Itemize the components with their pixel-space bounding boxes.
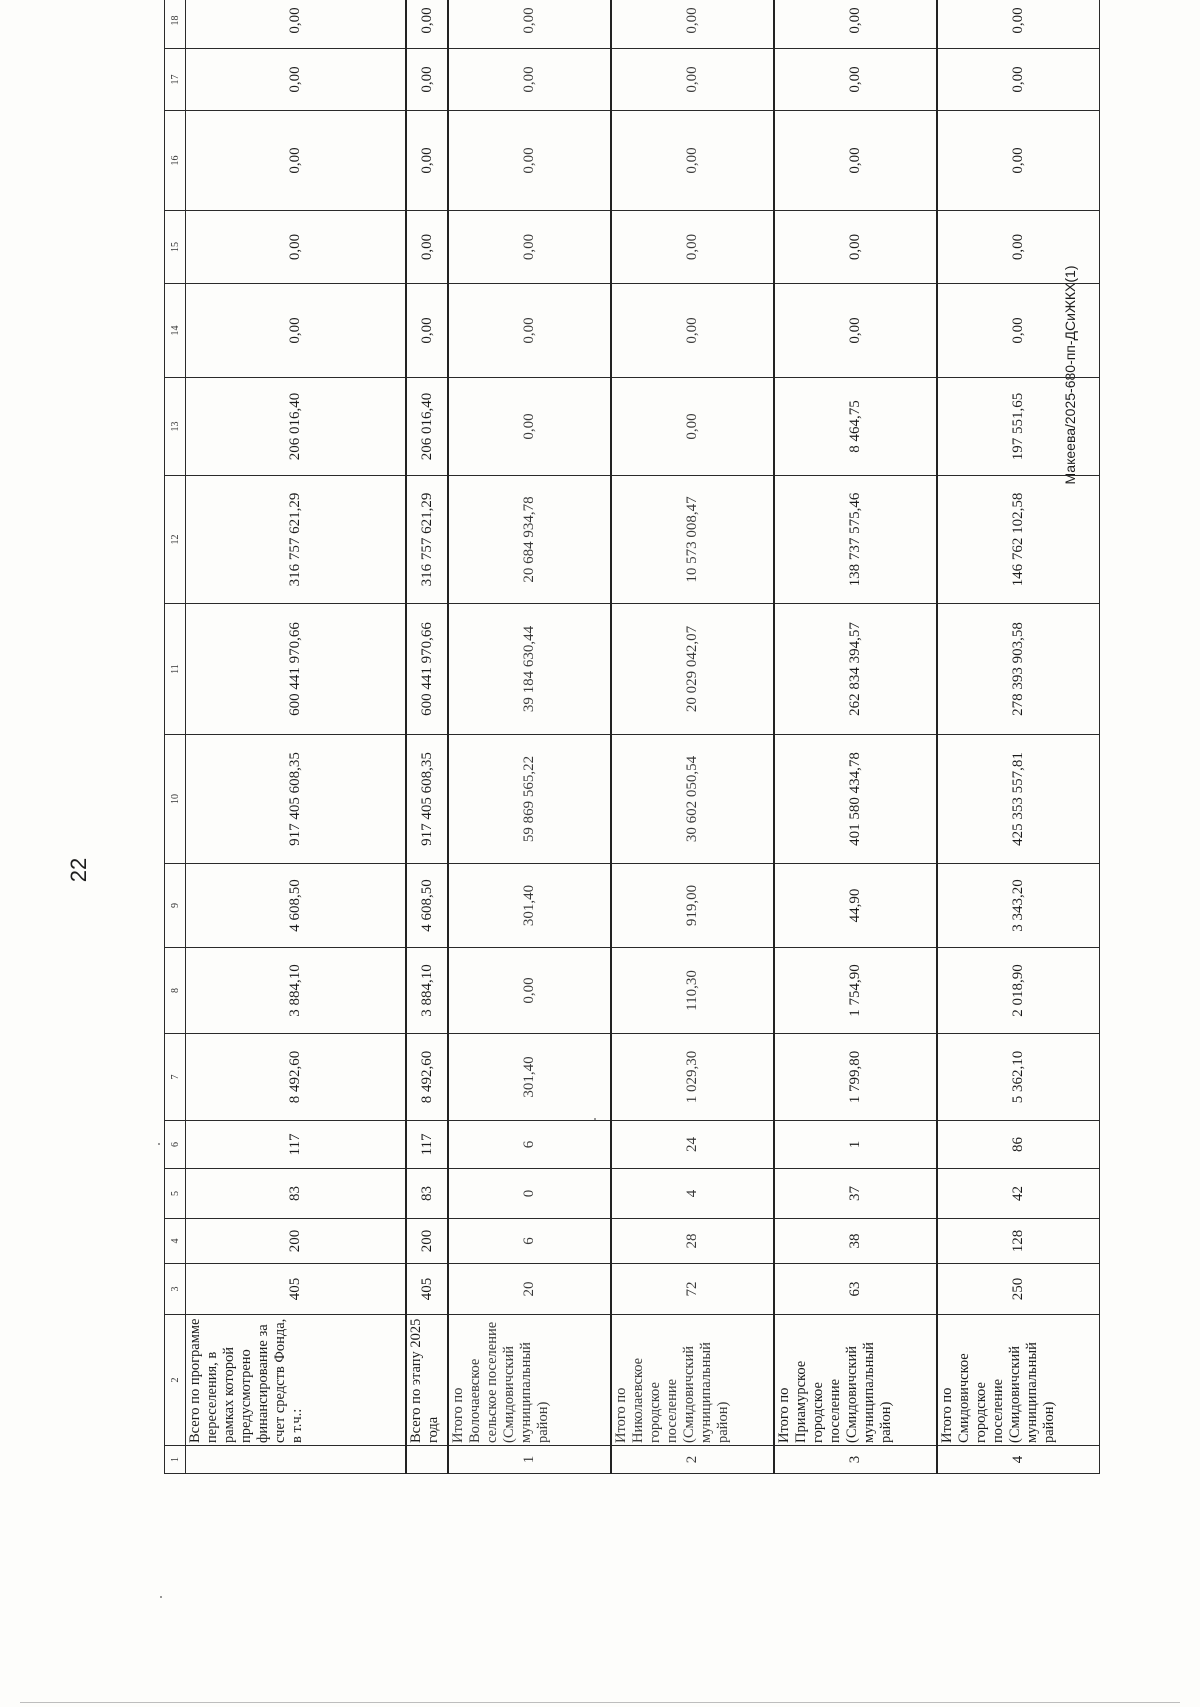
column-number: 13 — [165, 378, 186, 476]
row-name: Итого по Смидовичское городское поселение (Смидовичский муниципальный район) — [937, 1315, 1100, 1446]
table-cell: 0,00 — [611, 49, 774, 111]
table-cell: 0,00 — [774, 284, 937, 378]
table-cell: 405 — [186, 1264, 406, 1315]
table-cell: 600 441 970,66 — [186, 604, 406, 735]
column-number: 17 — [165, 49, 186, 111]
column-number: 2 — [165, 1315, 186, 1446]
table-cell: 0,00 — [186, 49, 406, 111]
table-cell: 316 757 621,29 — [406, 476, 449, 604]
table-cell: 0,00 — [448, 111, 611, 211]
table-cell: 0,00 — [406, 284, 449, 378]
table-cell: 0,00 — [448, 948, 611, 1034]
table-cell: 0,00 — [611, 111, 774, 211]
table-cell: 301,40 — [448, 864, 611, 948]
table-cell: 0,00 — [448, 378, 611, 476]
table-cell: 0,00 — [937, 111, 1100, 211]
column-number-row — [165, 0, 186, 1474]
column-number: 12 — [165, 476, 186, 604]
table-cell: 0,00 — [186, 284, 406, 378]
table-row-settlement — [937, 0, 1100, 1474]
table-cell: 0,00 — [448, 49, 611, 111]
table-cell: 4 — [611, 1169, 774, 1219]
column-number: 6 — [165, 1121, 186, 1169]
table-cell: 44,90 — [774, 864, 937, 948]
table-cell: 0,00 — [774, 49, 937, 111]
rotated-table-wrapper — [164, 2, 1100, 1474]
table-cell: 0,00 — [937, 211, 1100, 284]
column-number: 3 — [165, 1264, 186, 1315]
table-cell: 206 016,40 — [186, 378, 406, 476]
table-cell: 919,00 — [611, 864, 774, 948]
table-cell: 0,00 — [448, 0, 611, 49]
table-cell: 117 — [186, 1121, 406, 1169]
row-name: Итого по Волочаевское сельское поселение (Смидовичский муниципальный район) — [448, 1315, 611, 1446]
table-cell: 39 184 630,44 — [448, 604, 611, 735]
table-cell: 3 884,10 — [406, 948, 449, 1034]
table-cell: 0,00 — [406, 111, 449, 211]
table-cell: 20 — [448, 1264, 611, 1315]
column-number: 16 — [165, 111, 186, 211]
column-number: 18 — [165, 0, 186, 49]
table-cell: 917 405 608,35 — [406, 735, 449, 864]
table-cell: 2 018,90 — [937, 948, 1100, 1034]
table-cell: 0,00 — [406, 49, 449, 111]
table-cell: 316 757 621,29 — [186, 476, 406, 604]
row-index: 4 — [937, 1446, 1100, 1474]
table-cell: 30 602 050,54 — [611, 735, 774, 864]
scan-speck — [160, 1596, 162, 1598]
table-row-settlement — [774, 0, 937, 1474]
column-number: 4 — [165, 1219, 186, 1264]
table-cell: 250 — [937, 1264, 1100, 1315]
table-cell: 37 — [774, 1169, 937, 1219]
table-cell: 83 — [406, 1169, 449, 1219]
table-cell: 20 029 042,07 — [611, 604, 774, 735]
column-number: 11 — [165, 604, 186, 735]
table-row-settlement — [448, 0, 611, 1474]
table-cell: 10 573 008,47 — [611, 476, 774, 604]
table-cell: 301,40 — [448, 1034, 611, 1121]
table-cell: 0,00 — [448, 284, 611, 378]
table-cell: 63 — [774, 1264, 937, 1315]
table-cell: 3 343,20 — [937, 864, 1100, 948]
table-cell: 197 551,65 — [937, 378, 1100, 476]
table-cell: 0,00 — [937, 0, 1100, 49]
table-cell: 4 608,50 — [186, 864, 406, 948]
table-cell: 0,00 — [774, 211, 937, 284]
table-cell: 0,00 — [611, 378, 774, 476]
table-cell: 72 — [611, 1264, 774, 1315]
table-cell: 117 — [406, 1121, 449, 1169]
table-cell: 83 — [186, 1169, 406, 1219]
table-cell: 8 492,60 — [186, 1034, 406, 1121]
table-cell: 0,00 — [186, 111, 406, 211]
column-number: 9 — [165, 864, 186, 948]
row-index: 2 — [611, 1446, 774, 1474]
table-cell: 200 — [406, 1219, 449, 1264]
table-cell: 0,00 — [937, 284, 1100, 378]
table-cell: 0,00 — [406, 0, 449, 49]
page-number: 22 — [66, 857, 91, 883]
resettlement-finance-table — [164, 0, 1100, 1474]
table-cell: 401 580 434,78 — [774, 735, 937, 864]
scan-speck — [158, 1143, 160, 1145]
table-cell: 110,30 — [611, 948, 774, 1034]
table-cell: 128 — [937, 1219, 1100, 1264]
table-cell: 262 834 394,57 — [774, 604, 937, 735]
table-cell: 0,00 — [448, 211, 611, 284]
table-cell: 1 029,30 — [611, 1034, 774, 1121]
table-cell: 20 684 934,78 — [448, 476, 611, 604]
column-number: 5 — [165, 1169, 186, 1219]
column-number: 10 — [165, 735, 186, 864]
table-row-total-program — [186, 0, 406, 1474]
column-number: 1 — [165, 1446, 186, 1474]
table-cell: 206 016,40 — [406, 378, 449, 476]
table-cell: 42 — [937, 1169, 1100, 1219]
table-cell: 138 737 575,46 — [774, 476, 937, 604]
table-cell: 278 393 903,58 — [937, 604, 1100, 735]
table-cell: 5 362,10 — [937, 1034, 1100, 1121]
table-cell: 24 — [611, 1121, 774, 1169]
table-cell: 405 — [406, 1264, 449, 1315]
table-cell: 146 762 102,58 — [937, 476, 1100, 604]
row-name: Всего по этапу 2025 года — [406, 1315, 449, 1446]
table-cell: 1 754,90 — [774, 948, 937, 1034]
table-cell: 1 799,80 — [774, 1034, 937, 1121]
table-cell: 8 492,60 — [406, 1034, 449, 1121]
table-cell: 6 — [448, 1219, 611, 1264]
table-cell: 0,00 — [774, 0, 937, 49]
table-cell: 0,00 — [611, 211, 774, 284]
table-cell: 425 353 557,81 — [937, 735, 1100, 864]
table-cell: 0,00 — [774, 111, 937, 211]
table-cell: 38 — [774, 1219, 937, 1264]
page-bottom-rule — [20, 1702, 1180, 1703]
table-cell: 86 — [937, 1121, 1100, 1169]
table-cell: 0,00 — [937, 49, 1100, 111]
table-cell: 1 — [774, 1121, 937, 1169]
table-cell: 0,00 — [611, 284, 774, 378]
row-name: Итого по Николаевское городское поселение (Смидовичский муниципальный район) — [611, 1315, 774, 1446]
table-cell: 600 441 970,66 — [406, 604, 449, 735]
table-cell: 28 — [611, 1219, 774, 1264]
row-name: Всего по программе переселения, в рамках которой предусмотрено финансирование за счет средств Фонда, в т.ч.: — [186, 1315, 406, 1446]
row-name: Итого по Приамурское городское поселение (Смидовичский муниципальный район) — [774, 1315, 937, 1446]
column-number: 7 — [165, 1034, 186, 1121]
table-cell: 59 869 565,22 — [448, 735, 611, 864]
row-index: 3 — [774, 1446, 937, 1474]
table-cell: 0,00 — [186, 211, 406, 284]
column-number: 15 — [165, 211, 186, 284]
column-number: 8 — [165, 948, 186, 1034]
table-cell: 0,00 — [611, 0, 774, 49]
table-cell: 0 — [448, 1169, 611, 1219]
table-cell: 200 — [186, 1219, 406, 1264]
table-row-total-stage-2025 — [406, 0, 449, 1474]
table-row-settlement — [611, 0, 774, 1474]
row-index — [186, 1446, 406, 1474]
table-cell: 3 884,10 — [186, 948, 406, 1034]
table-cell: 917 405 608,35 — [186, 735, 406, 864]
row-index — [406, 1446, 449, 1474]
document-code: Макеева/2025-680-пп-ДСиЖКХ(1) — [1062, 265, 1078, 485]
table-cell: 6 — [448, 1121, 611, 1169]
table-cell: 0,00 — [406, 211, 449, 284]
column-number: 14 — [165, 284, 186, 378]
table-cell: 0,00 — [186, 0, 406, 49]
table-cell: 8 464,75 — [774, 378, 937, 476]
table-cell: 4 608,50 — [406, 864, 449, 948]
row-index: 1 — [448, 1446, 611, 1474]
